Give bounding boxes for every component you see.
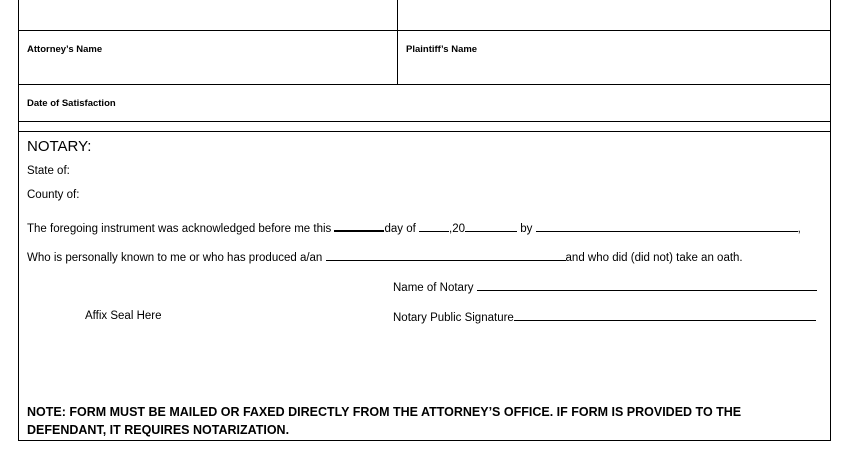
notice-text <box>27 403 741 439</box>
ack-text-end: , <box>797 223 801 235</box>
ack-text-4: by <box>520 223 533 235</box>
name-of-notary-line <box>393 280 817 294</box>
county-label: County of: <box>27 189 80 201</box>
notary-signature-line <box>393 310 816 324</box>
ack-text-2: day of <box>384 223 416 235</box>
attorney-name-field[interactable] <box>18 30 398 85</box>
date-of-satisfaction-label: Date of Satisfaction <box>27 98 116 109</box>
ack-day-blank[interactable] <box>334 220 384 232</box>
acknowledgment-line <box>27 220 801 235</box>
ack-month-blank[interactable] <box>419 221 449 232</box>
plaintiff-name-label: Plaintiff’s Name <box>406 44 478 55</box>
affix-seal-label: Affix Seal Here <box>85 310 162 322</box>
personally-known-line <box>27 250 743 264</box>
notary-section <box>18 131 831 441</box>
state-label: State of: <box>27 165 70 177</box>
notice-line-2: DEFENDANT, IT REQUIRES NOTARIZATION. <box>27 423 290 437</box>
top-row-left-field[interactable] <box>18 0 398 31</box>
notary-heading: NOTARY: <box>27 138 92 155</box>
notice-line-1: NOTE: FORM MUST BE MAILED OR FAXED DIRECTLY FROM THE ATTORNEY’S OFFICE. IF FORM IS PROVIDED TO THE <box>27 405 742 419</box>
name-of-notary-label: Name of Notary <box>393 282 474 294</box>
name-of-notary-blank[interactable] <box>477 280 817 291</box>
ack-year-blank[interactable] <box>465 221 517 232</box>
plaintiff-name-field[interactable] <box>397 30 831 85</box>
known-text-1: Who is personally known to me or who has produced a/an <box>27 252 323 264</box>
attorney-name-label: Attorney’s Name <box>27 44 103 55</box>
known-text-2: and who did (did not) take an oath. <box>565 252 743 264</box>
notary-signature-blank[interactable] <box>514 310 816 321</box>
ack-text-1: The foregoing instrument was acknowledged before me this <box>27 223 332 235</box>
notary-signature-label: Notary Public Signature <box>393 312 514 324</box>
top-row-right-field[interactable] <box>397 0 831 31</box>
ack-by-blank[interactable] <box>536 221 798 232</box>
ack-text-3: ,20 <box>449 223 466 235</box>
date-of-satisfaction-field[interactable] <box>18 84 831 122</box>
id-produced-blank[interactable] <box>326 250 566 261</box>
